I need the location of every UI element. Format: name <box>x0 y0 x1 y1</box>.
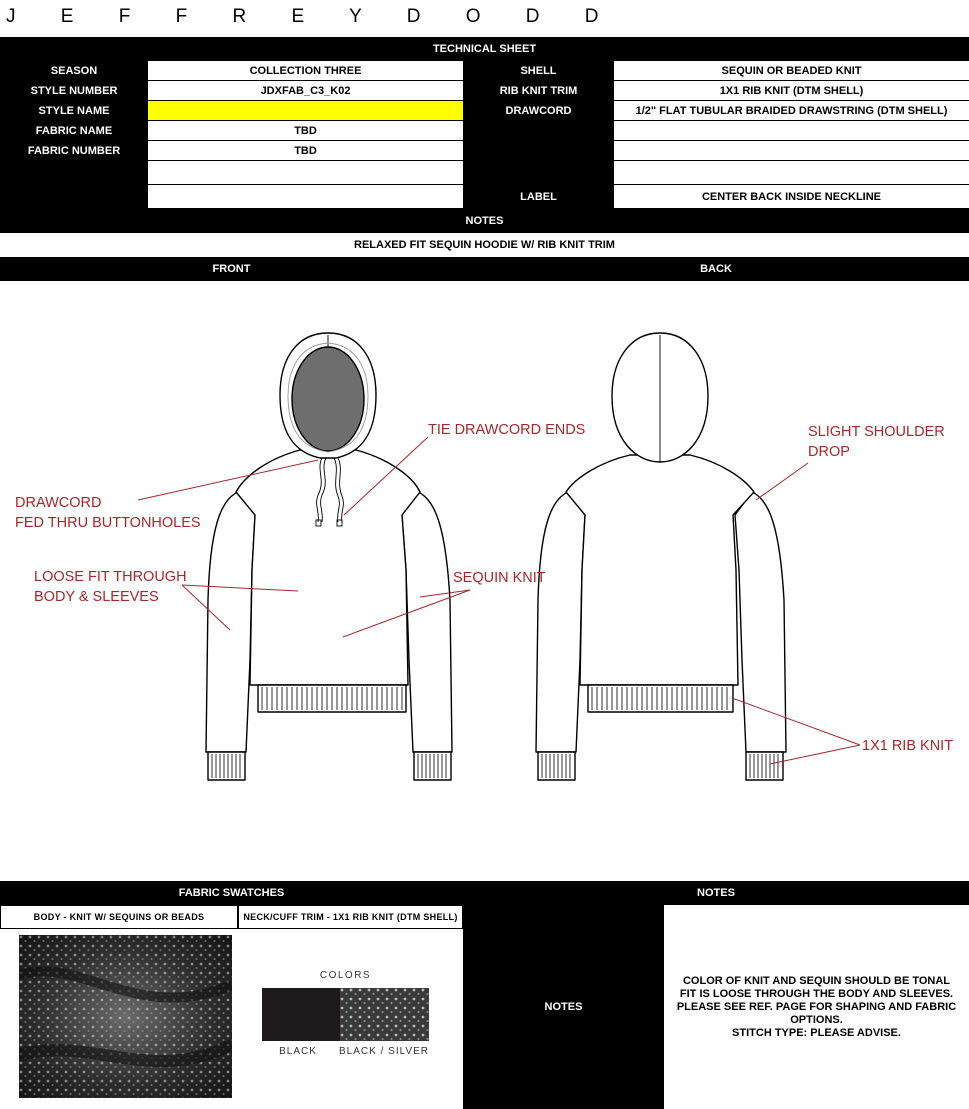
annotation-tie-drawcord: TIE DRAWCORD ENDS <box>428 422 586 438</box>
label-drawcord: DRAWCORD <box>505 105 572 117</box>
value-empty-3[interactable] <box>614 121 969 140</box>
fabric-swatches-header: FABRIC SWATCHES <box>178 887 285 899</box>
value-drawcord[interactable]: 1/2" FLAT TUBULAR BRAIDED DRAWSTRING (DTM SHELL) <box>614 101 969 120</box>
colors-title: COLORS <box>319 970 372 981</box>
value-shell[interactable]: SEQUIN OR BEADED KNIT <box>614 61 969 80</box>
annotation-rib: 1X1 RIB KNIT <box>862 738 954 754</box>
value-empty-5[interactable] <box>614 161 969 184</box>
value-rib-knit-trim[interactable]: 1X1 RIB KNIT (DTM SHELL) <box>614 81 969 100</box>
value-empty-4[interactable] <box>614 141 969 160</box>
label-label: LABEL <box>520 191 557 203</box>
notes-label: NOTES <box>463 905 664 1109</box>
notes-content[interactable] <box>664 905 969 1109</box>
swatch-body-label: BODY - KNIT W/ SEQUINS OR BEADS <box>0 905 238 929</box>
value-empty-2[interactable] <box>148 185 463 208</box>
front-left-sleeve <box>206 492 255 780</box>
annotation-loose-1: LOOSE FIT THROUGH <box>34 569 187 585</box>
swatch-trim-label: NECK/CUFF TRIM - 1X1 RIB KNIT (DTM SHELL) <box>238 905 463 929</box>
back-right-sleeve <box>735 492 786 780</box>
value-fabric-number[interactable]: TBD <box>148 141 463 160</box>
color-swatch-black-silver <box>340 988 429 1041</box>
notes-header: NOTES <box>465 215 504 227</box>
sequin-swatch-image <box>19 935 232 1098</box>
label-fabric-number: FABRIC NUMBER <box>27 145 121 157</box>
front-right-sleeve <box>402 492 452 780</box>
value-empty-1[interactable] <box>148 161 463 184</box>
notes-line-5: STITCH TYPE: PLEASE ADVISE. <box>732 1026 901 1039</box>
back-label: BACK <box>700 263 732 275</box>
annotation-drawcord-2: FED THRU BUTTONHOLES <box>15 515 201 531</box>
label-season: SEASON <box>50 65 98 77</box>
color-name-black: BLACK <box>279 1046 317 1057</box>
notes-line-2: FIT IS LOOSE THROUGH THE BODY AND SLEEVES. <box>679 987 954 1000</box>
notes-line-4: OPTIONS. <box>790 1013 843 1026</box>
notes-line-3: PLEASE SEE REF. PAGE FOR SHAPING AND FABRIC <box>676 1000 957 1013</box>
label-shell: SHELL <box>520 65 557 77</box>
sheet-title: TECHNICAL SHEET <box>0 39 969 59</box>
value-style-name[interactable] <box>148 101 463 120</box>
value-season[interactable]: COLLECTION THREE <box>148 61 463 80</box>
annotation-drawcord-1: DRAWCORD <box>15 495 102 511</box>
value-style-number[interactable]: JDXFAB_C3_K02 <box>148 81 463 100</box>
annotation-shoulder-2: DROP <box>808 444 850 460</box>
annotation-shoulder-1: SLIGHT SHOULDER <box>808 424 945 440</box>
back-left-sleeve <box>536 492 585 780</box>
back-body <box>566 455 754 685</box>
value-fabric-name[interactable]: TBD <box>148 121 463 140</box>
brand-logo: J E F F R E Y D O D D <box>6 6 619 27</box>
notes-text[interactable]: RELAXED FIT SEQUIN HOODIE W/ RIB KNIT TRIM <box>0 233 969 257</box>
front-hood-opening <box>292 347 364 451</box>
bottom-notes-header: NOTES <box>697 887 735 899</box>
back-hem-rib <box>588 685 733 712</box>
value-label[interactable]: CENTER BACK INSIDE NECKLINE <box>614 185 969 208</box>
notes-line-1: COLOR OF KNIT AND SEQUIN SHOULD BE TONAL <box>682 974 951 987</box>
annotation-loose-2: BODY & SLEEVES <box>34 589 159 605</box>
label-fabric-name: FABRIC NAME <box>35 125 113 137</box>
label-style-number: STYLE NUMBER <box>30 85 118 97</box>
annotation-sequin: SEQUIN KNIT <box>453 570 546 586</box>
color-swatch-black <box>262 988 340 1041</box>
color-name-black-silver: BLACK / SILVER <box>339 1046 429 1057</box>
label-rib-knit-trim: RIB KNIT TRIM <box>499 85 578 97</box>
front-body <box>236 450 420 685</box>
front-label: FRONT <box>212 263 251 275</box>
label-style-name: STYLE NAME <box>38 105 110 117</box>
